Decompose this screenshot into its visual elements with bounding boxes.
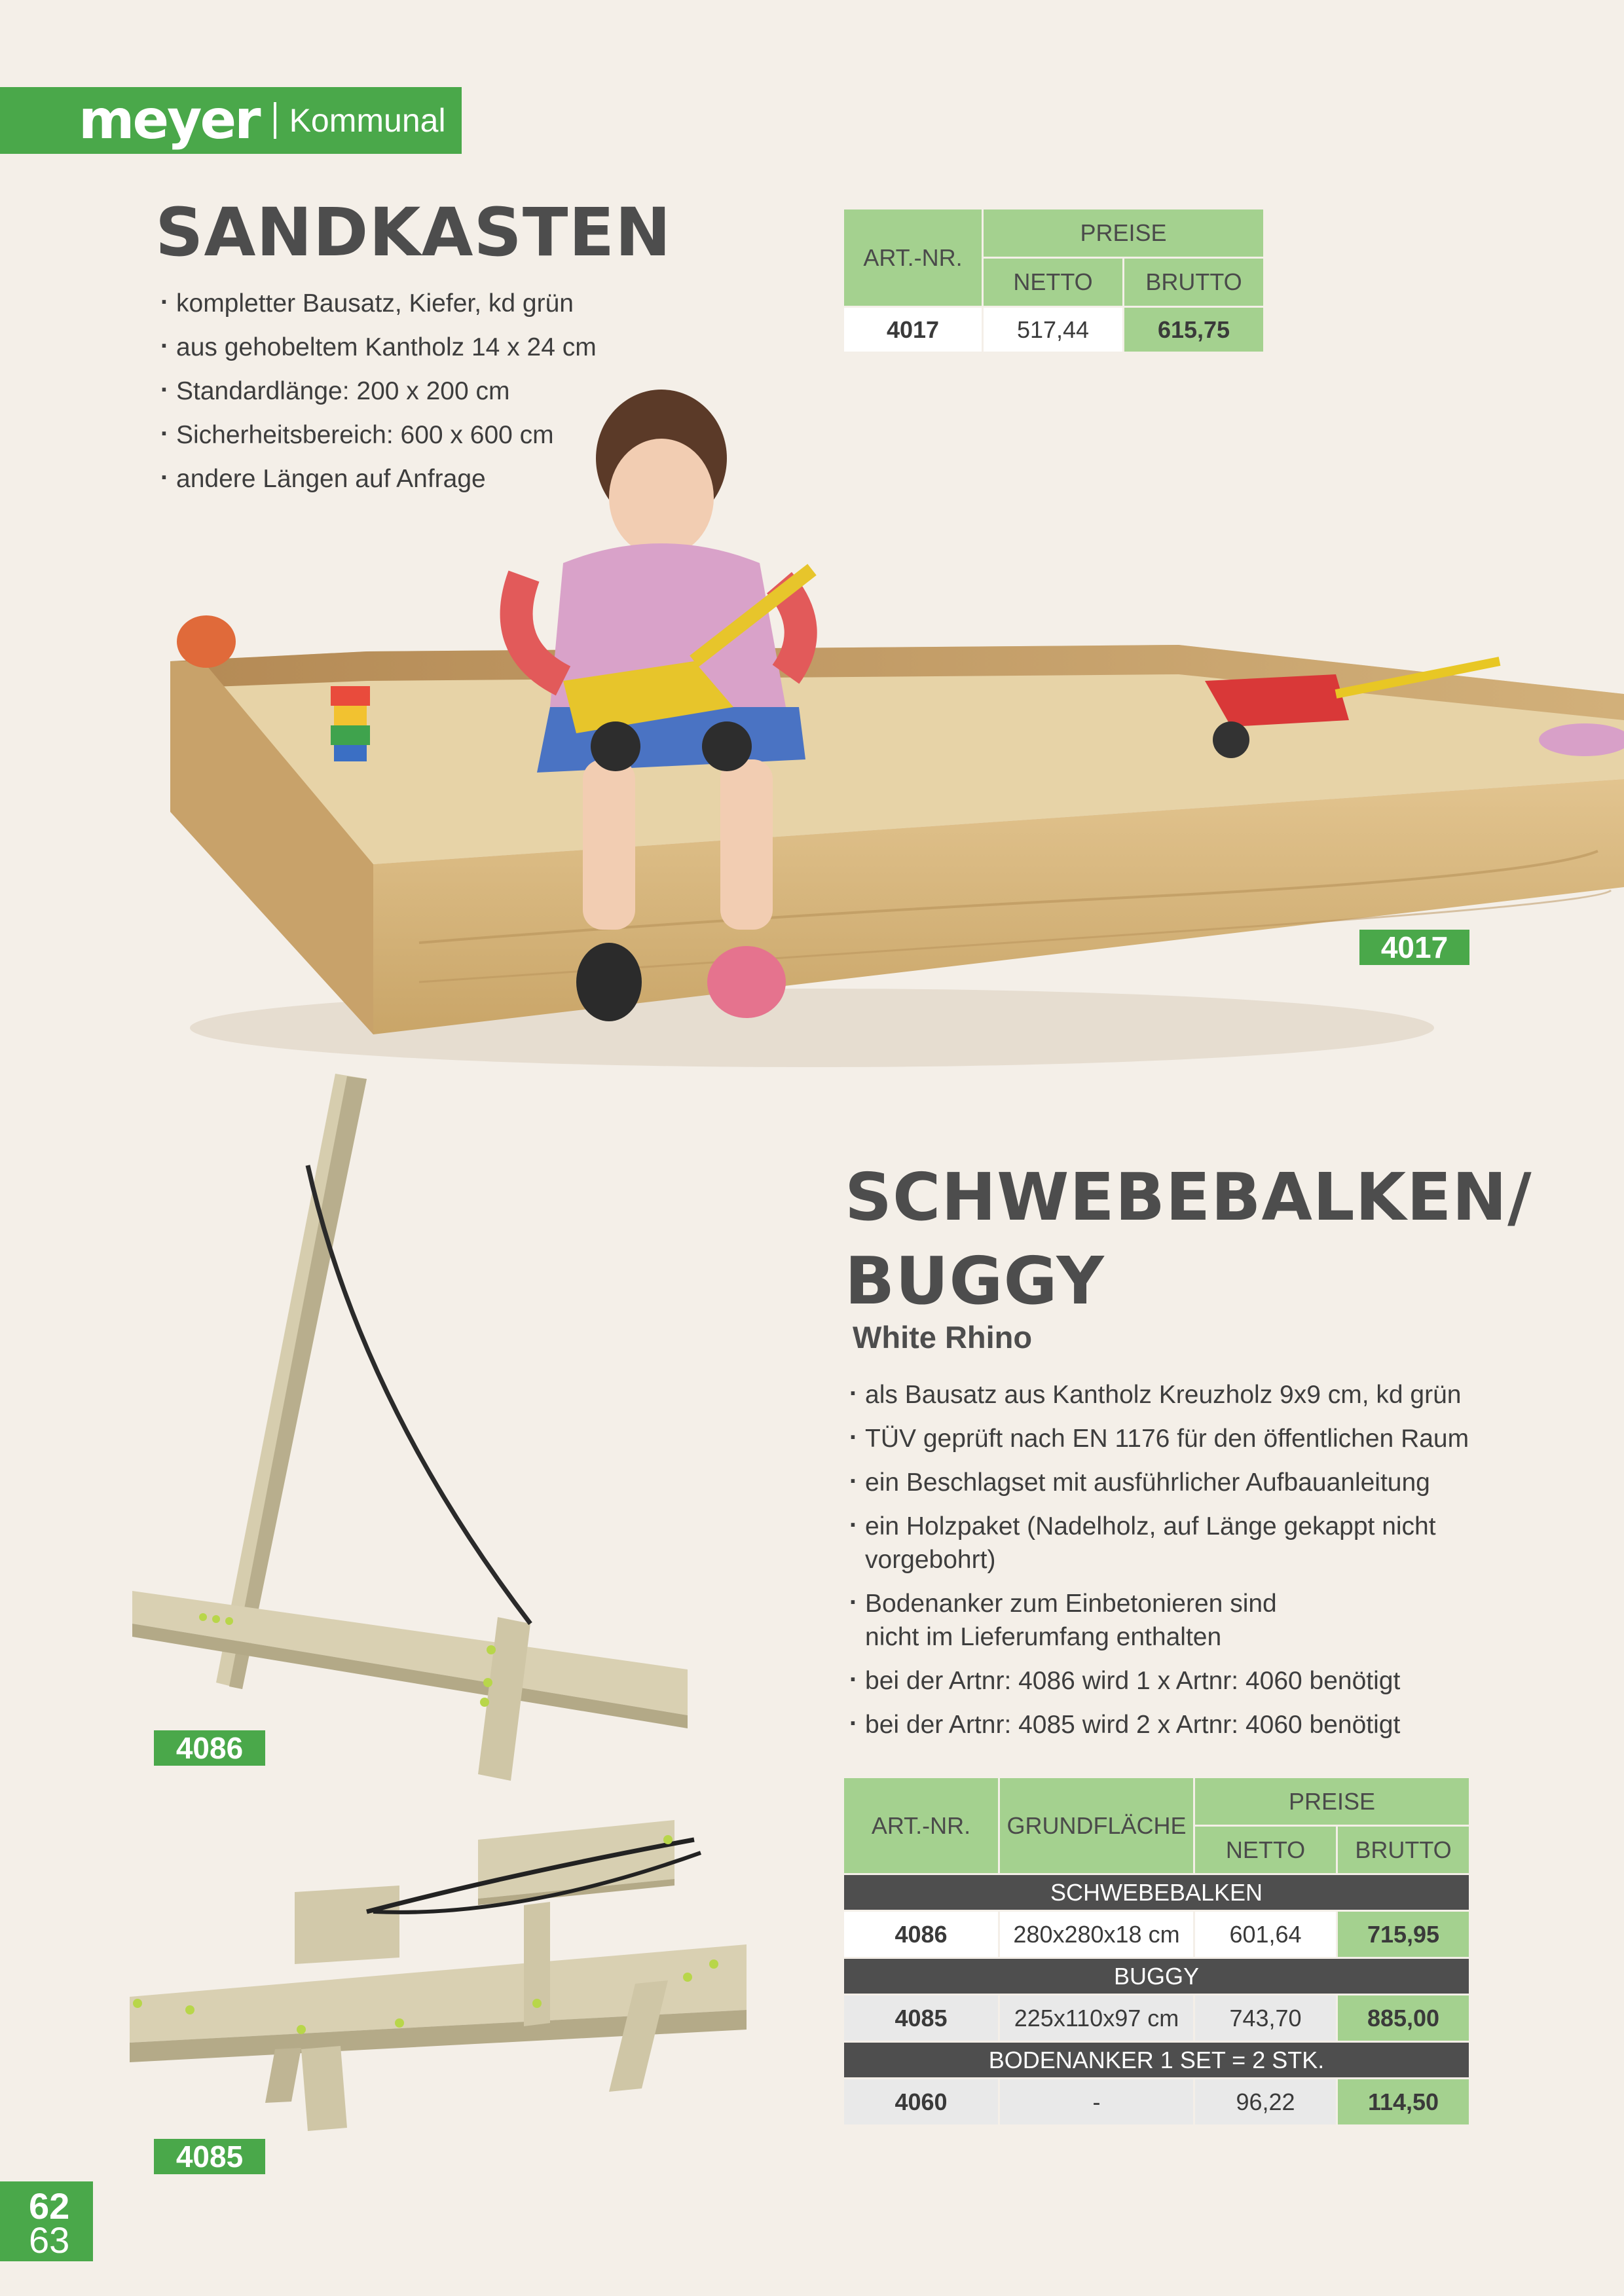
brand-separator [274,102,276,139]
cell-art-nr: 4060 [843,2079,999,2126]
cell-brutto: 615,75 [1124,307,1264,353]
cell-netto: 517,44 [983,307,1124,353]
feature-item: · TÜV geprüft nach EN 1176 für den öffentlichen Raum [849,1422,1491,1455]
header-brutto: BRUTTO [1124,258,1264,307]
header-art-nr: ART.-NR. [843,1777,999,1874]
header-art-nr: ART.-NR. [843,209,983,307]
header-preise: PREISE [1194,1777,1470,1826]
cell-grundflaeche: 280x280x18 cm [999,1911,1194,1958]
section-header: BUGGY [843,1958,1470,1995]
sandbox-photo [157,354,1624,1080]
product-tag-4017: 4017 [1359,930,1469,965]
cell-netto: 96,22 [1194,2079,1337,2126]
feature-item: · Standardlänge: 200 x 200 cm [160,369,597,413]
page-number-right: 63 [29,2219,70,2261]
feature-item: · Bodenanker zum Einbetonieren sind nicht im Lieferumfang enthalten [849,1587,1284,1654]
header-grundflaeche: GRUNDFLÄCHE [999,1777,1194,1874]
brand-bar [0,87,462,154]
cell-art-nr: 4086 [843,1911,999,1958]
product-tag-4086: 4086 [154,1730,265,1766]
buggy-photo [124,1813,753,2134]
cell-grundflaeche: 225x110x97 cm [999,1995,1194,2042]
header-netto: NETTO [983,258,1124,307]
cell-brutto: 885,00 [1337,1995,1470,2042]
feature-item: · bei der Artnr: 4085 wird 2 x Artnr: 4060 benötigt [849,1708,1491,1741]
feature-item: · ein Holzpaket (Nadelholz, auf Länge gekappt nicht vorgebohrt) [849,1510,1454,1576]
header-netto: NETTO [1194,1826,1337,1874]
cell-brutto: 114,50 [1337,2079,1470,2126]
schwebebalken-features [849,1378,1491,1741]
feature-item: · andere Längen auf Anfrage [160,457,597,501]
feature-item: · kompletter Bausatz, Kiefer, kd grün [160,282,597,325]
schwebebalken-title [845,1156,1532,1323]
cell-brutto: 715,95 [1337,1911,1470,1958]
title-line-1: SCHWEBEBALKEN/ [845,1159,1532,1235]
brand-subtitle: Kommunal [289,102,446,139]
header-preise: PREISE [983,209,1264,258]
cell-art-nr: 4085 [843,1995,999,2042]
feature-item: · ein Beschlagset mit ausführlicher Aufbauanleitung [849,1466,1491,1499]
header-brutto: BRUTTO [1337,1826,1470,1874]
cell-art-nr: 4017 [843,307,983,353]
feature-item: · Sicherheitsbereich: 600 x 600 cm [160,413,597,457]
product-subtitle: White Rhino [853,1320,1033,1355]
brand-logo: meyer [79,89,259,151]
feature-item: · aus gehobeltem Kantholz 14 x 24 cm [160,325,597,369]
section-header: SCHWEBEBALKEN [843,1874,1470,1911]
feature-item: · als Bausatz aus Kantholz Kreuzholz 9x9 cm, kd grün [849,1378,1491,1412]
cell-netto: 601,64 [1194,1911,1337,1958]
cell-grundflaeche: - [999,2079,1194,2126]
balance-beam-photo [124,1074,701,1794]
sandkasten-title: SANDKASTEN [155,194,672,272]
section-header: BODENANKER 1 SET = 2 STK. [843,2042,1470,2079]
feature-item: · bei der Artnr: 4086 wird 1 x Artnr: 4060 benötigt [849,1664,1491,1698]
page-number-badge [0,2181,93,2261]
title-line-2: BUGGY [845,1243,1105,1319]
schwebebalken-price-table [842,1776,1471,2126]
sandkasten-price-table [842,208,1265,354]
page-number-left: 62 [29,2185,70,2227]
cell-netto: 743,70 [1194,1995,1337,2042]
product-tag-4085: 4085 [154,2139,265,2174]
